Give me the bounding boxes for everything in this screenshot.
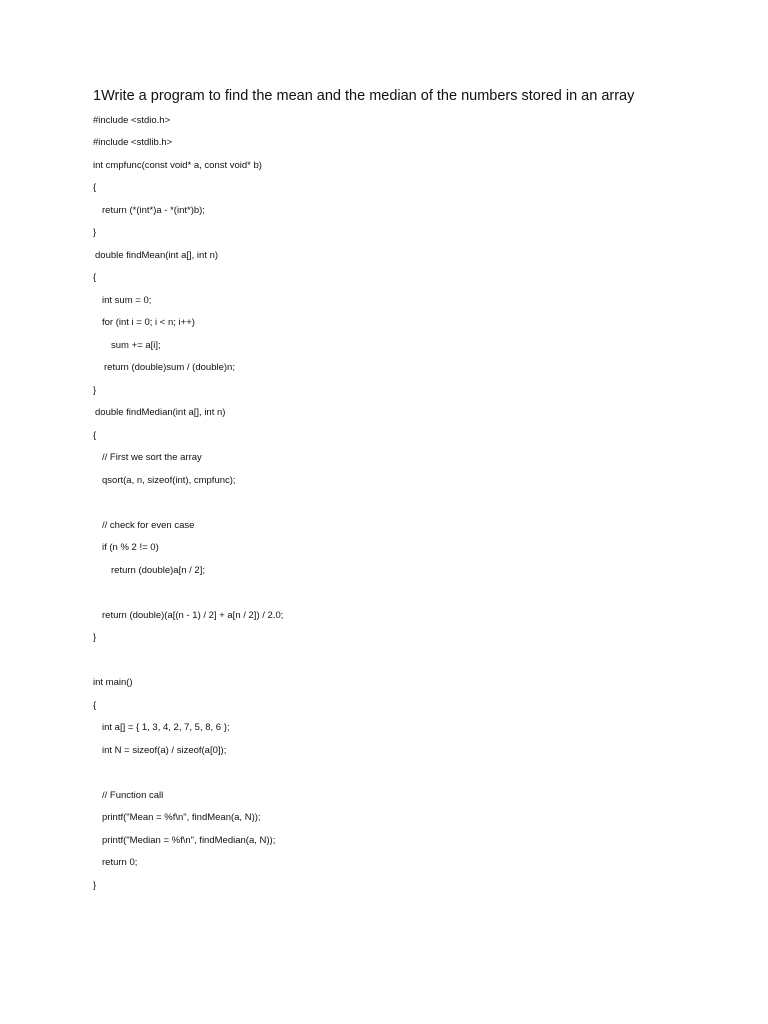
code-line: for (int i = 0; i < n; i++): [102, 317, 195, 328]
code-line: #include <stdlib.h>: [93, 137, 173, 148]
code-line: return (*(int*)a - *(int*)b);: [102, 205, 205, 216]
code-line: }: [93, 632, 97, 643]
code-line: double findMedian(int a[], int n): [95, 407, 226, 418]
code-line: int cmpfunc(const void* a, const void* b): [93, 160, 262, 171]
code-line: // First we sort the array: [102, 452, 202, 463]
code-line: return (double)(a[(n - 1) / 2] + a[n / 2]) / 2.0;: [102, 610, 284, 621]
code-line: printf("Mean = %f\n", findMean(a, N));: [102, 812, 261, 823]
code-line: }: [93, 385, 97, 396]
code-line: }: [93, 227, 97, 238]
code-line: {: [93, 272, 97, 283]
code-line: return 0;: [102, 857, 138, 868]
code-line: // check for even case: [102, 520, 195, 531]
code-line: int sum = 0;: [102, 295, 152, 306]
code-line: return (double)a[n / 2];: [111, 565, 205, 576]
code-line: int a[] = { 1, 3, 4, 2, 7, 5, 8, 6 };: [102, 722, 230, 733]
code-line: {: [93, 700, 97, 711]
code-line: #include <stdio.h>: [93, 115, 171, 126]
code-line: int main(): [93, 677, 133, 688]
code-line: {: [93, 182, 97, 193]
code-line: // Function call: [102, 790, 164, 801]
code-line: sum += a[i];: [111, 340, 161, 351]
code-line: if (n % 2 != 0): [102, 542, 159, 553]
code-line: qsort(a, n, sizeof(int), cmpfunc);: [102, 475, 236, 486]
code-line: double findMean(int a[], int n): [95, 250, 219, 261]
code-line: int N = sizeof(a) / sizeof(a[0]);: [102, 745, 227, 756]
code-line: {: [93, 430, 97, 441]
code-line: }: [93, 880, 97, 891]
document-heading: 1Write a program to find the mean and the median of the numbers stored in an array: [93, 88, 635, 104]
code-line: printf("Median = %f\n", findMedian(a, N));: [102, 835, 276, 846]
code-line: return (double)sum / (double)n;: [104, 362, 235, 373]
